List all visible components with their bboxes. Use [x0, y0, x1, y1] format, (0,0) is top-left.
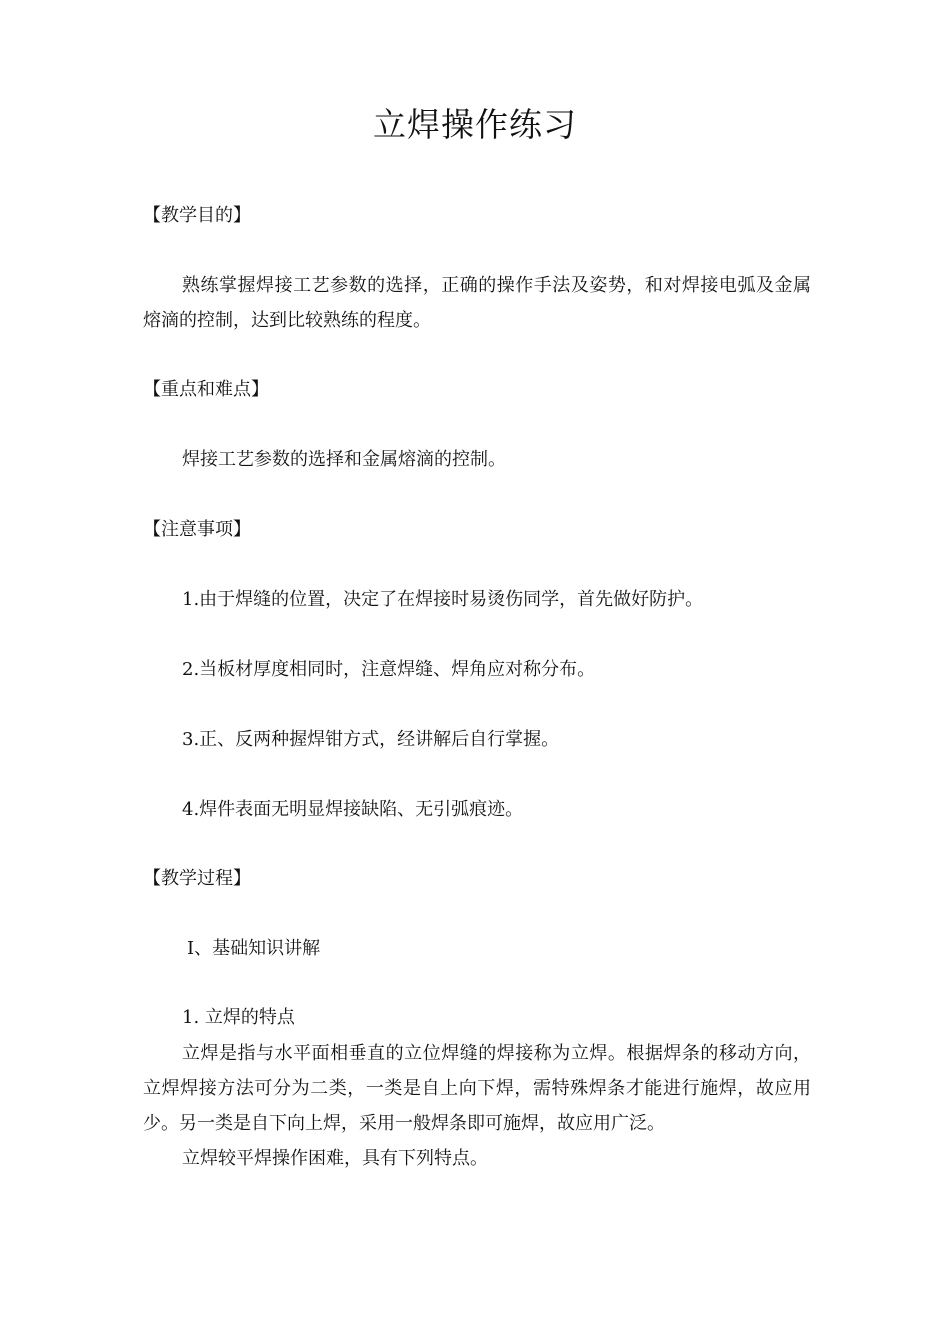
- note-item: 2.当板材厚度相同时，注意焊缝、焊角应对称分布。: [182, 659, 596, 680]
- section-heading-key-points: 【重点和难点】: [143, 379, 269, 400]
- section-heading-process: 【教学过程】: [143, 868, 251, 889]
- characteristics-paragraph: 立焊是指与水平面相垂直的立位焊缝的焊接称为立焊。根据焊条的移动方向，立焊焊接方法可分为二类，一类是自上向下焊，需特殊焊条才能进行施焊，故应用少。另一类是自下向上焊，采用一般焊条即可施焊，故应用广泛。: [143, 1043, 811, 1134]
- section-heading-purpose: 【教学目的】: [143, 205, 251, 226]
- document-title: 立焊操作练习: [373, 105, 577, 144]
- key-points-paragraph: 焊接工艺参数的选择和金属熔滴的控制。: [182, 449, 506, 470]
- section-heading-notes: 【注意事项】: [143, 519, 251, 540]
- note-item: 3.正、反两种握焊钳方式，经讲解后自行掌握。: [182, 729, 560, 750]
- subsection-heading-basics: Ⅰ、基础知识讲解: [187, 938, 321, 959]
- note-item: 4.焊件表面无明显焊接缺陷、无引弧痕迹。: [182, 799, 524, 820]
- purpose-paragraph: 熟练掌握焊接工艺参数的选择，正确的操作手法及姿势，和对焊接电弧及金属熔滴的控制，达到比较熟练的程度。: [143, 275, 811, 331]
- note-item: 1.由于焊缝的位置，决定了在焊接时易烫伤同学，首先做好防护。: [182, 589, 704, 610]
- characteristics-followup: 立焊较平焊操作困难，具有下列特点。: [182, 1148, 488, 1169]
- point-heading-characteristics: 1. 立焊的特点: [182, 1007, 295, 1028]
